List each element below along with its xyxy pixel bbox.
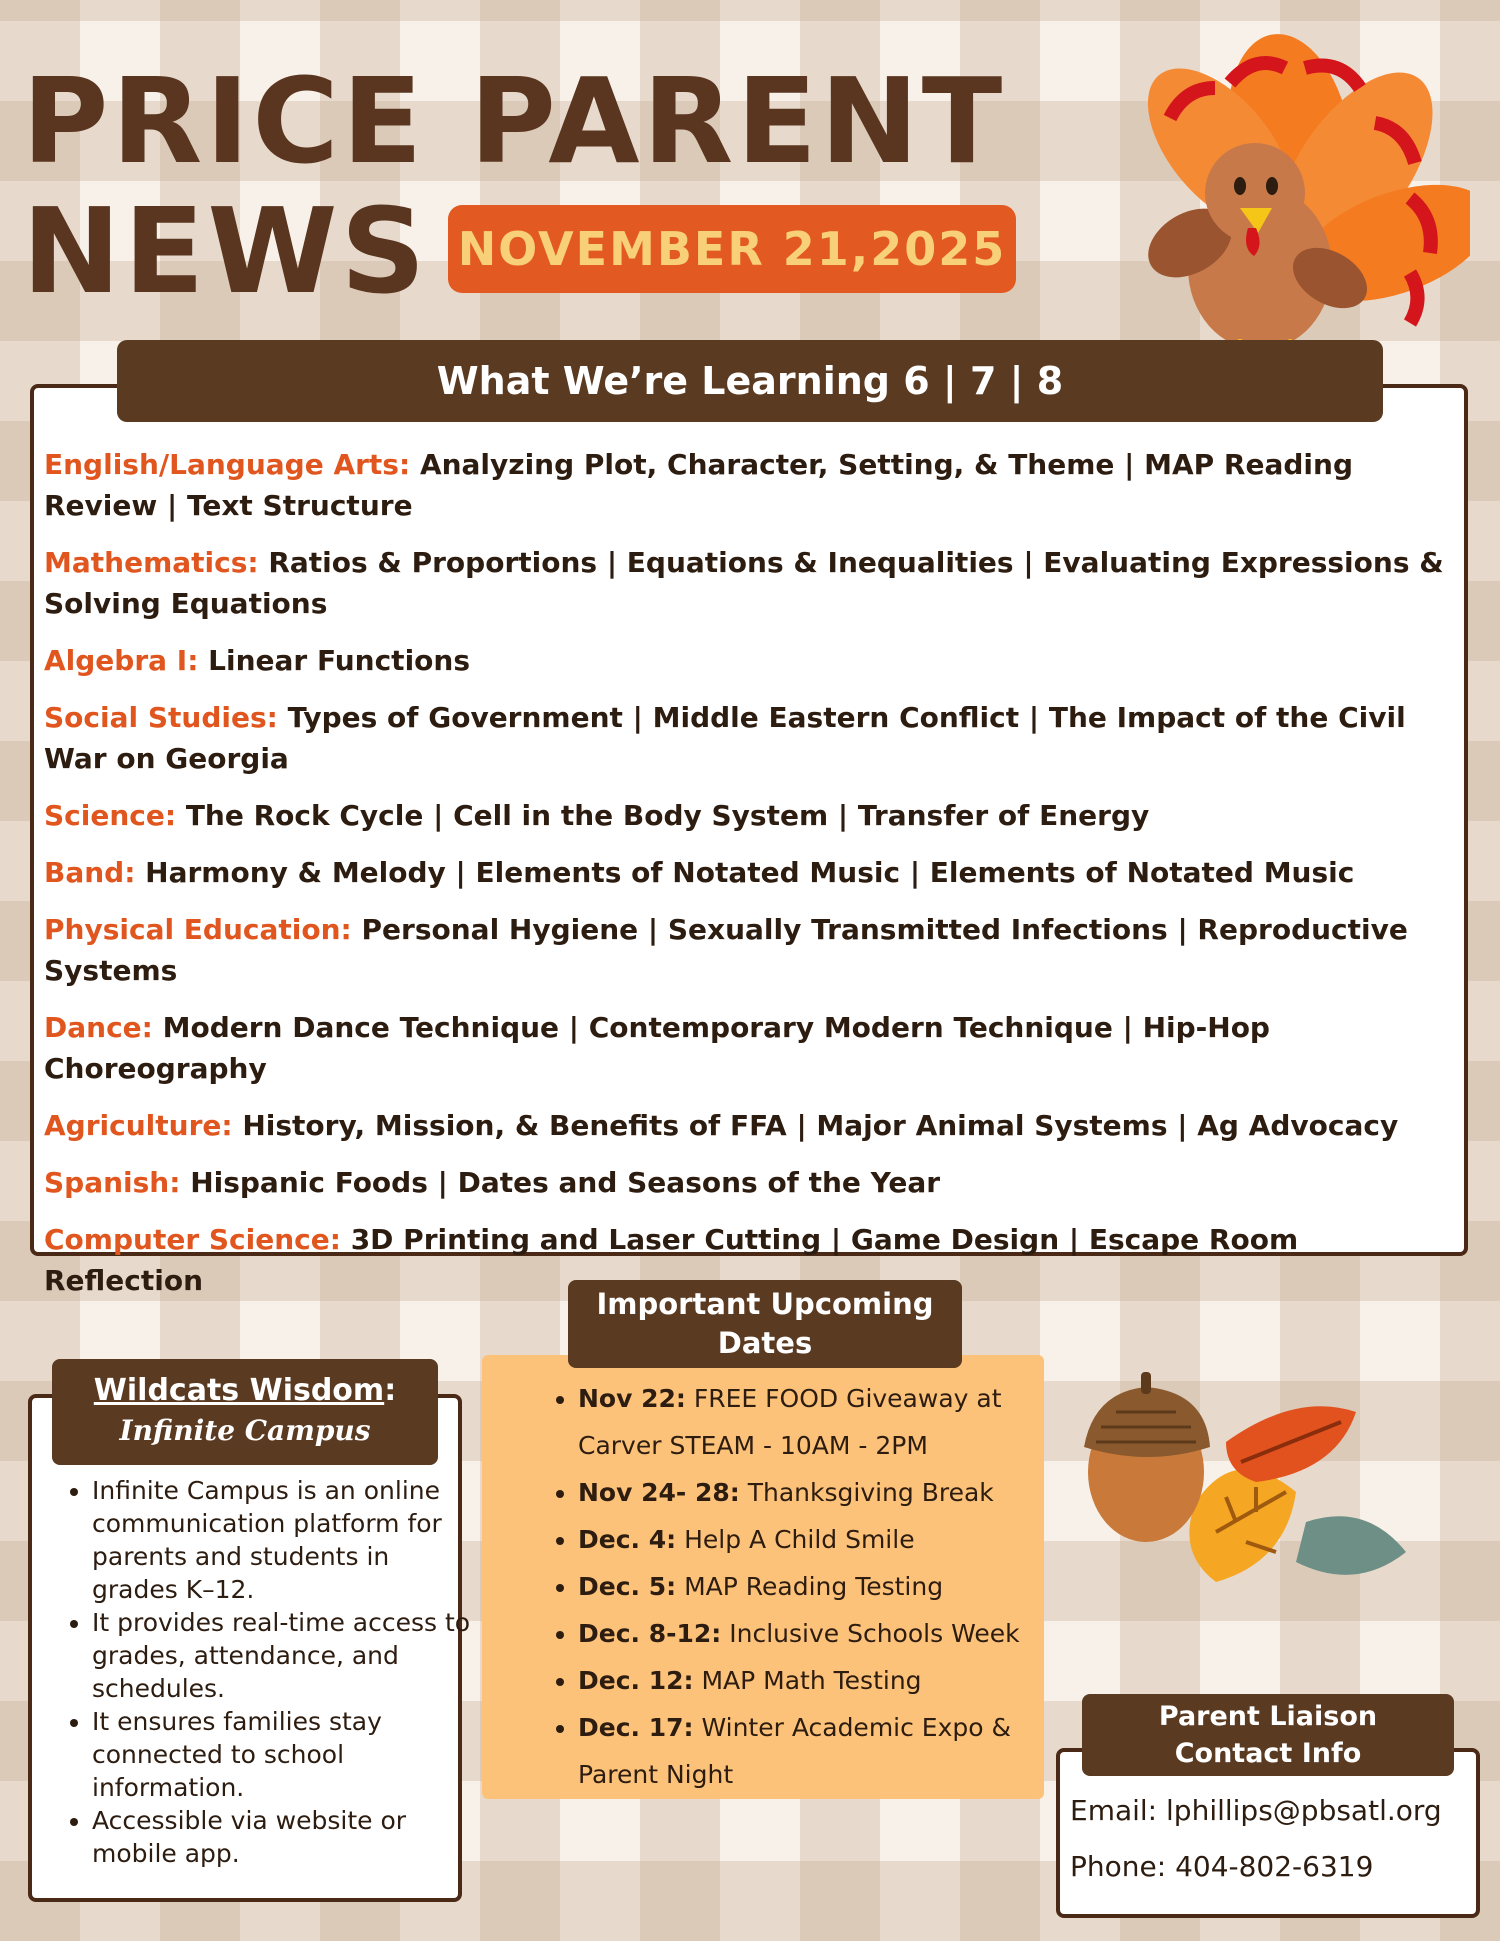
subject-spanish [44,1162,1464,1203]
date-label: Dec. 5: [578,1572,677,1601]
list-item [578,1657,1078,1704]
contact-heading [1082,1694,1454,1776]
dates-list [540,1375,1078,1798]
contact-heading-line2: Contact Info [1174,1738,1362,1769]
wisdom-title [52,1371,438,1411]
subject-topics: Personal Hygiene | Sexually Transmitted Infections | Reproductive Systems [44,913,1408,987]
list-item [578,1610,1078,1657]
list-item [578,1704,1078,1798]
subject-algebra [44,640,1464,681]
contact-phone[interactable]: Phone: 404-802-6319 [1070,1850,1374,1883]
subject-topics: Modern Dance Technique | Contemporary Modern Technique | Hip-Hop Choreography [44,1011,1270,1085]
subjects-list [44,444,1464,1317]
date-event: Inclusive Schools Week [729,1619,1020,1648]
wisdom-header [52,1359,438,1465]
learning-heading: What We’re Learning 6 | 7 | 8 [117,340,1383,422]
date-event: MAP Reading Testing [684,1572,944,1601]
subject-label: Science: [44,799,177,832]
date-event: FREE FOOD Giveaway at Carver STEAM - 10AM - 2PM [578,1384,1002,1460]
subject-social-studies [44,697,1464,779]
subject-label: Spanish: [44,1166,181,1199]
subject-dance [44,1007,1464,1089]
date-label: Dec. 8-12: [578,1619,722,1648]
subject-topics: Hispanic Foods | Dates and Seasons of the Year [190,1166,941,1199]
subject-label: Band: [44,856,136,889]
dates-heading: Important Upcoming Dates [568,1280,962,1368]
list-item: • Accessible via website or mobile app. [92,1804,482,1870]
list-item: • It ensures families stay connected to school information. [92,1705,482,1804]
subject-physical-education [44,909,1464,991]
subject-science [44,795,1464,836]
subject-label: Dance: [44,1011,153,1044]
list-item: • Infinite Campus is an online communication platform for parents and students in grades K–12. [92,1474,482,1606]
page-title-line1: PRICE PARENT [22,52,1006,190]
subject-label: Mathematics: [44,546,259,579]
acorn-leaves-icon [1046,1332,1446,1612]
subject-label: Computer Science: [44,1223,341,1256]
wisdom-title-colon: : [384,1373,397,1408]
subject-label: Social Studies: [44,701,278,734]
subject-label: Physical Education: [44,913,352,946]
subject-topics: Analyzing Plot, Character, Setting, & Theme | MAP Reading Review | Text Structure [44,448,1353,522]
date-badge: NOVEMBER 21,2025 [448,205,1016,293]
list-item [578,1516,1078,1563]
wisdom-list [58,1474,482,1870]
list-item [578,1375,1078,1469]
list-item [578,1563,1078,1610]
page-title-line2: NEWS [22,182,429,320]
subject-label: Agriculture: [44,1109,233,1142]
subject-topics: Types of Government | Middle Eastern Conflict | The Impact of the Civil War on Georgia [44,701,1406,775]
subject-topics: Linear Functions [208,644,471,677]
date-label: Nov 24- 28: [578,1478,740,1507]
subject-label: English/Language Arts: [44,448,411,481]
wisdom-subtitle: Infinite Campus [119,1414,371,1447]
subject-ela [44,444,1464,526]
subject-topics: The Rock Cycle | Cell in the Body System | Transfer of Energy [185,799,1150,832]
subject-band [44,852,1464,893]
date-label: Nov 22: [578,1384,686,1413]
subject-label: Algebra I: [44,644,199,677]
list-item [578,1469,1078,1516]
date-event: Winter Academic Expo & Parent Night [578,1713,1012,1789]
subject-topics: History, Mission, & Benefits of FFA | Major Animal Systems | Ag Advocacy [242,1109,1399,1142]
date-event: MAP Math Testing [701,1666,922,1695]
subject-topics: Ratios & Proportions | Equations & Inequalities | Evaluating Expressions & Solving Equations [44,546,1444,620]
contact-email[interactable]: Email: lphillips@pbsatl.org [1070,1794,1442,1827]
date-label: Dec. 4: [578,1525,677,1554]
wisdom-title-text: Wildcats Wisdom [93,1373,385,1408]
contact-heading-line1: Parent Liaison [1158,1701,1378,1732]
date-event: Help A Child Smile [684,1525,915,1554]
subject-math [44,542,1464,624]
list-item: • It provides real-time access to grades, attendance, and schedules. [92,1606,482,1705]
date-label: Dec. 17: [578,1713,694,1742]
date-event: Thanksgiving Break [747,1478,994,1507]
subject-topics: Harmony & Melody | Elements of Notated Music | Elements of Notated Music [145,856,1355,889]
subject-agriculture [44,1105,1464,1146]
date-label: Dec. 12: [578,1666,694,1695]
subject-topics: 3D Printing and Laser Cutting | Game Design | Escape Room Reflection [44,1223,1299,1297]
